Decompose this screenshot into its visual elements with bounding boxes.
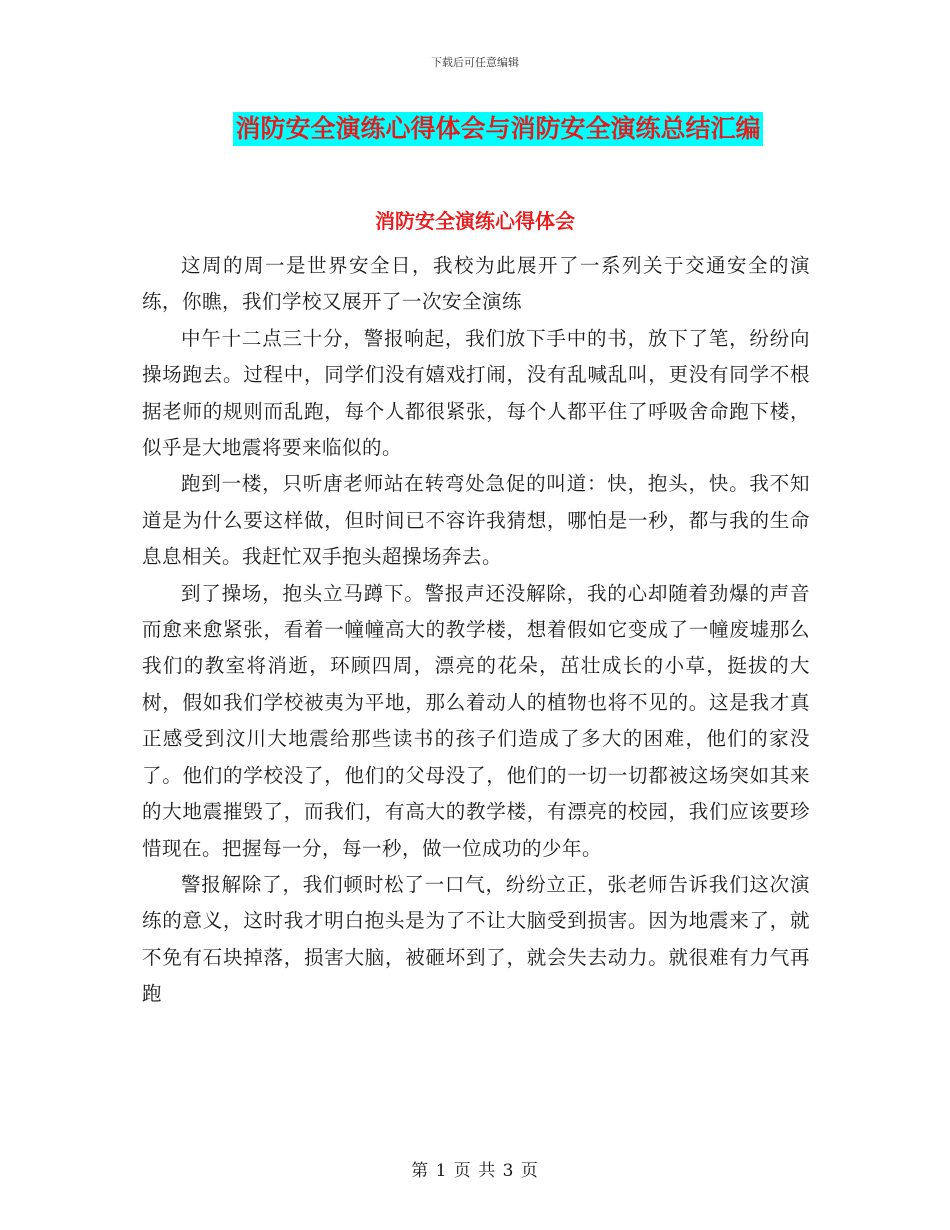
paragraph: 到了操场，抱头立马蹲下。警报声还没解除，我的心却随着劲爆的声音而愈来愈紧张，看着一幢幢高大的教学楼，想着假如它变成了一幢废墟那么我们的教室将消逝，环顾四周，漂亮的花朵，茁壮成长的小草，挺拔的大树，假如我们学校被夷为平地，那么着动人的植物也将不见的。这是我才真正感受到汶川大地震给那些读书的孩子们造成了多大的困难，他们的家没了。他们的学校没了，他们的父母没了，他们的一切一切都被这场突如其来的大地震摧毁了，而我们，有高大的教学楼，有漂亮的校园，我们应该要珍惜现在。把握每一分，每一秒，做一位成功的少年。 [142, 581, 810, 860]
document-title-container [0, 112, 950, 146]
page-footer: 第 1 页 共 3 页 [411, 1161, 539, 1181]
section-title: 消防安全演练心得体会 [375, 209, 575, 233]
paragraph: 警报解除了，我们顿时松了一口气，纷纷立正，张老师告诉我们这次演练的意义，这时我才明白抱头是为了不让大脑受到损害。因为地震来了，就不免有石块掉落，损害大脑，被砸坏到了，就会失去动力。就很难有力气再跑 [142, 872, 810, 1006]
paragraph: 这周的周一是世界安全日，我校为此展开了一系列关于交通安全的演练，你瞧，我们学校又展开了一次安全演练 [142, 254, 810, 314]
header-note: 下载后可任意编辑 [431, 56, 519, 69]
document-title: 消防安全演练心得体会与消防安全演练总结汇编 [233, 112, 762, 146]
paragraph: 中午十二点三十分，警报响起，我们放下手中的书，放下了笔，纷纷向操场跑去。过程中，同学们没有嬉戏打闹，没有乱喊乱叫，更没有同学不根据老师的规则而乱跑，每个人都很紧张，每个人都平住了呼吸舍命跑下楼，似乎是大地震将要来临似的。 [142, 326, 810, 460]
paragraph: 跑到一楼，只听唐老师站在转弯处急促的叫道：快，抱头，快。我不知道是为什么要这样做，但时间已不容许我猜想，哪怕是一秒，都与我的生命息息相关。我赶忙双手抱头超操场奔去。 [142, 472, 810, 569]
document-body [142, 248, 810, 1013]
